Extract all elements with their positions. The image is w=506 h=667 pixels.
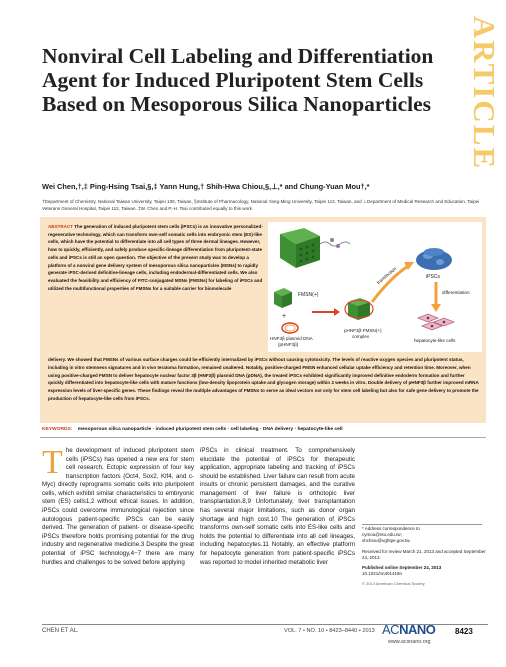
differentiation-arrow-head — [431, 304, 441, 312]
journal-url[interactable]: www.acsnano.org — [388, 639, 431, 645]
ipsc-colony-icon — [416, 248, 452, 270]
hepatocyte-cells-icon — [418, 314, 454, 330]
fmsn-label: FMSN(+) — [298, 292, 319, 298]
doi[interactable]: 10.1021/nn401418n — [362, 571, 403, 577]
article-title: Nonviral Cell Labeling and Differentiation Agent for Induced Pluripotent Stem Cells Based on Mesoporous Silica Nanoparticles — [42, 44, 434, 116]
toc-graphic-svg — [268, 222, 482, 352]
abstract-part-1: The generation of induced pluripotent stem cells (iPSCs) is an innovative personalized-regenerative technology, which can transform own-self somatic cells into embryonic stem (ES)-like cells, which have the potential to differentiate into all cell types of three dermal lineages. However, how to quickly, efficiently, and safely produce specific-lineage differentiation from pluripotent-state cells and iPSCs is still an open question. The objective of the present study was to develop a platform of a nonviral gene delivery system of mesoporous silica nanoparticles (MSNs) to rapidly generate iPSC-derived definitive-lineage cells, including endodermal-differentiated cells. We also evaluated the feasibility and efficiency of FITC-conjugated MSNs (FMSNs) for labeling of iPSCs and utilized the multifunctional properties of FMSNs for a suitable carrier for biomolecule — [48, 224, 263, 291]
toc-graphic — [268, 222, 482, 352]
complex-label-2: complex — [352, 334, 370, 339]
body-column-1-text: he development of induced pluripotent stem cells (iPSCs) has opened a new era for stem cell research. Ectopic expression of four key transcription factors (Oct4, Sox2, Klf4, and c-Myc) directly reprograms somatic cells into pluripotent cells, which exhibit similar characteristics to embryonic stem (ES) cells1,2 without ethical issues. In addition, iPSCs could overcome immunological rejection since autologous patient-specific iPSCs can be easily derived. The generation of patient- or disease-specific iPSCs therefore holds promising potential for the drug industry and regenerative medicine.3 Despite the great potential of iPSC technology,4−7 there are many hurdles and challenges to be solved before applying — [42, 447, 194, 566]
footer-authors: CHEN ET AL. — [42, 628, 79, 634]
fmsn-particle-icon — [274, 288, 292, 308]
received-dates: Received for review March 21, 2013 and accepted September 24, 2013. — [362, 548, 486, 560]
email-1[interactable]: cymou@ntu.edu.tw; — [362, 532, 402, 538]
complex-particle-icon — [345, 298, 373, 320]
keywords-line — [42, 427, 482, 432]
journal-logo — [382, 622, 435, 637]
abstract-part-2: delivery. We showed that FMSNs of various surface charges could be efficiently internalized by iPSCs without causing cytotoxicity. The levels of reactive oxygen species and pluripotent status, including in vitro stemness signatures and in vivo teratoma formation, remained unaltered. Notably, positive-charged FMSN enhanced cellular uptake efficiency and retention time. Moreover, when using positive-charged FMSN to deliver hepatocyte nuclear factor 3β (HNF3β) plasmid DNA (pDNA), the treated iPSCs exhibited significantly improved definitive endoderm formation and further quickly differentiated into hepatocyte-like cells with mature functions (low-density lipoprotein uptake and glycogen storage) within 2 weeks in vitro. Double delivery of pHNF3β further improved mRNA expression levels of liver-specific genes. These findings reveal the multiple advantages of FMSNs to serve as ideal vectors not only for stem cell labeling but also for safe gene delivery to promote the production of hepatocyte-like cells from iPSCs. — [48, 357, 479, 401]
plus-sign: + — [282, 313, 287, 320]
complex-label: pHNF3β-FMSN(+) — [344, 328, 382, 333]
abstract-box — [40, 217, 486, 423]
sidebar-divider — [362, 524, 482, 525]
body-column-1 — [42, 444, 194, 567]
affiliations: †Department of Chemistry, National Taiwan University, Taipei 106, Taiwan, §Institute of Pharmacology, National Yang-Ming University, Taipei 112, Taiwan, and ⊥Department of Medical Research and Education, Taipei Veterans General Hospital, Taipei 112, Taiwan. ‡W. Chen and P.-H. Tsai contributed equally to this work. — [42, 199, 480, 212]
keywords-label: KEYWORDS: — [42, 427, 73, 432]
plasmid-label-2: (pHNF3β) — [278, 342, 299, 347]
abstract-text-top — [48, 223, 266, 292]
plasmid-label: HNF3β plasmid DNA — [270, 336, 313, 341]
email-2[interactable]: shchiou@vghtpe.gov.tw. — [362, 538, 411, 544]
abstract-label: ABSTRACT — [48, 224, 74, 229]
plasmid-dna-icon — [282, 323, 298, 333]
hepatocyte-label: hepatocyte-like cells — [414, 338, 456, 343]
body-column-2: iPSCs in clinical treatment. To comprehensively elucidate the potential of iPSCs for therapeutic application, appropriate labeling and tracking of iPSCs should be established. Liver failure can result from acute insults or chronic persistent damages, and the curative management of liver failure is orthotopic liver transplantation.8,9 Unfortunately, liver transplantation has several major limitations, such as donor organ shortage and high cost.10 The generation of iPSCs transforms own-self somatic cells into ES-like cells and holds the potential to differentiate into all cell lineages, including hepatocytes.11 Notably, an effective platform for hepatocyte generation from patient-specific iPSCs was reported to model inherited metabolic liver — [200, 447, 355, 566]
ipscs-label: iPSCs — [426, 274, 440, 280]
journal-logo-nano: NANO — [399, 622, 436, 637]
differentiation-label: differentiation — [442, 290, 470, 295]
copyright: © 2013 American Chemical Society — [362, 581, 425, 587]
drop-cap: T — [42, 444, 63, 481]
page-number: 8423 — [455, 627, 473, 636]
correspondence-sidebar — [362, 526, 488, 588]
arrow-head-icon — [334, 308, 340, 316]
section-tag-label: ARTICLE — [467, 15, 503, 171]
keywords-text: mesoporous silica nanoparticle · induced pluripotent stem cells · cell labeling · DNA delivery · hepatocyte-like cell — [77, 427, 343, 432]
author-list: Wei Chen,†,‡ Ping-Hsing Tsai,§,‡ Yann Hung,† Shih-Hwa Chiou,§,⊥,* and Chung-Yuan Mou†,* — [42, 182, 370, 191]
section-tag — [467, 15, 503, 171]
mesoporous-nanoparticle-icon — [280, 228, 350, 268]
published-label: Published online September 24, 2013 — [362, 565, 442, 571]
correspondence-label: * Address correspondence to — [362, 526, 420, 531]
footer-issue: VOL. 7 • NO. 10 • 8423–8440 • 2013 — [284, 628, 375, 634]
transfection-label: transfection — [375, 266, 398, 286]
journal-logo-ac: AC — [382, 622, 400, 637]
keywords-divider — [40, 437, 486, 438]
